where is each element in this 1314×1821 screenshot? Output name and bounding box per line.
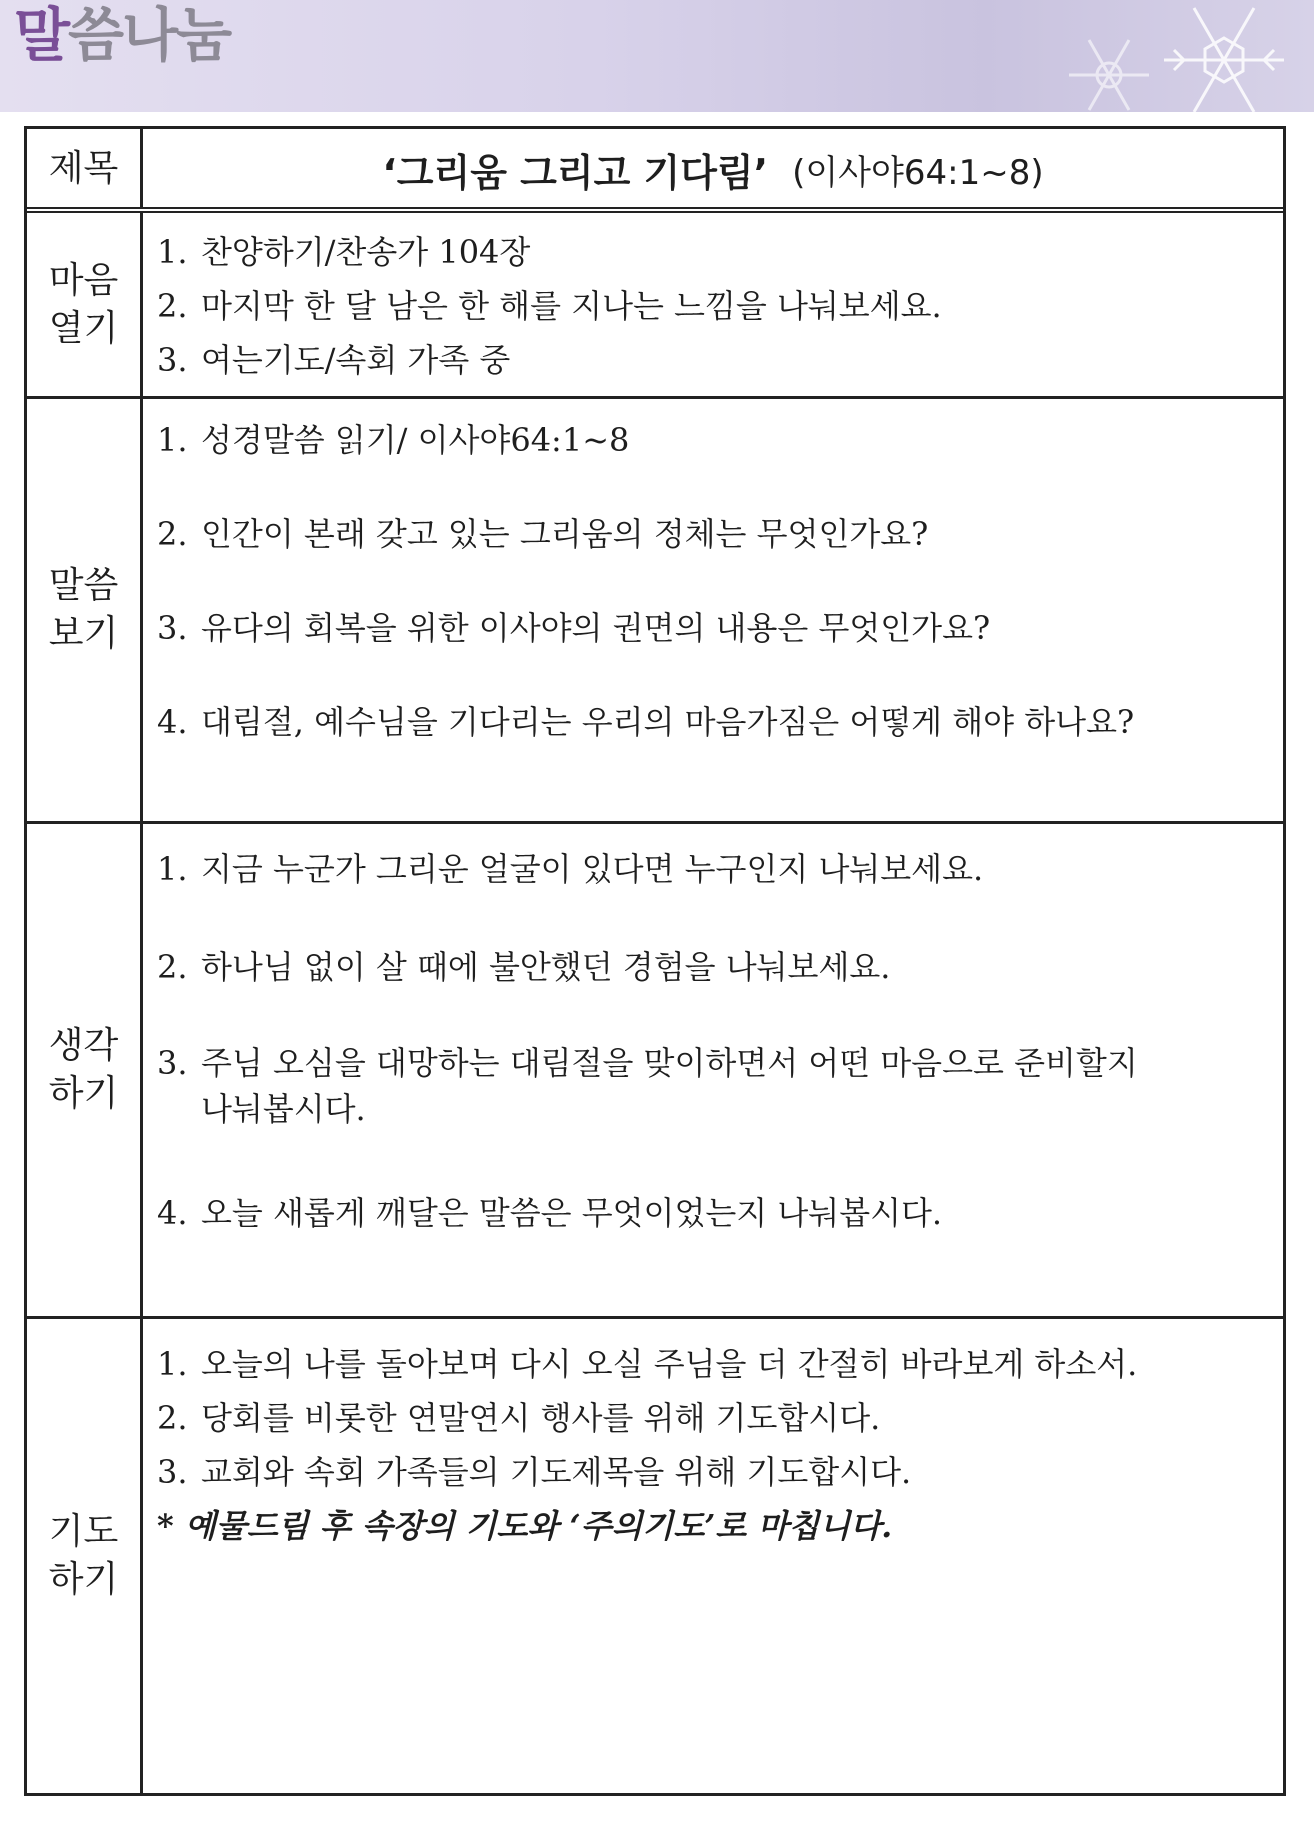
banner-title-rest: 씀나눔 bbox=[68, 1, 231, 69]
banner-title-first-char: 말 bbox=[14, 1, 69, 69]
section-prayer bbox=[27, 1319, 1283, 1793]
sharing-table bbox=[24, 126, 1286, 1796]
list-item: 2. 마지막 한 달 남은 한 해를 지나는 느낌을 나눠보세요. bbox=[157, 287, 942, 325]
lesson-title: ‘그리움 그리고 기다림’ bbox=[382, 150, 769, 195]
list-item: 2. 당회를 비롯한 연말연시 행사를 위해 기도합시다. bbox=[157, 1399, 881, 1437]
list-item: 1. 지금 누군가 그리운 얼굴이 있다면 누구인지 나눠보세요. bbox=[157, 850, 984, 888]
list-item: 2. 인간이 본래 갖고 있는 그리움의 정체는 무엇인가요? bbox=[157, 515, 929, 553]
list-item: 3. 여는기도/속회 가족 중 bbox=[157, 341, 511, 379]
section-label: 마음 열기 bbox=[27, 213, 143, 396]
section-label: 말씀 보기 bbox=[27, 399, 143, 821]
closing-note: * 예물드림 후 속장의 기도와 ‘주의기도’로 마칩니다. bbox=[157, 1507, 893, 1545]
section-reflect bbox=[27, 824, 1283, 1316]
list-item: 1. 오늘의 나를 돌아보며 다시 오실 주님을 더 간절히 바라보게 하소서. bbox=[157, 1345, 1138, 1383]
section-open-heart bbox=[27, 213, 1283, 396]
section-read-word bbox=[27, 399, 1283, 821]
list-item: 1. 성경말씀 읽기/ 이사야64:1~8 bbox=[157, 421, 630, 459]
title-row-label: 제목 bbox=[27, 129, 143, 209]
section-label: 기도 하기 bbox=[27, 1319, 143, 1793]
list-item: 3. 교회와 속회 가족들의 기도제목을 위해 기도합시다. bbox=[157, 1453, 912, 1491]
banner-title bbox=[14, 1, 231, 69]
list-item: 3. 유다의 회복을 위한 이사야의 권면의 내용은 무엇인가요? bbox=[157, 609, 991, 647]
title-row-content bbox=[143, 129, 1283, 209]
title-row bbox=[27, 129, 1283, 209]
list-item: 4. 오늘 새롭게 깨달은 말씀은 무엇이었는지 나눠봅시다. bbox=[157, 1194, 943, 1232]
list-item: 2. 하나님 없이 살 때에 불안했던 경험을 나눠보세요. bbox=[157, 948, 891, 986]
list-item: 3. 주님 오심을 대망하는 대림절을 맞이하면서 어떤 마음으로 준비할지 나눠봅시다. bbox=[157, 1044, 1138, 1128]
header-banner bbox=[0, 0, 1314, 112]
scripture-reference: (이사야64:1~8) bbox=[792, 152, 1044, 193]
list-item: 4. 대림절, 예수님을 기다리는 우리의 마음가짐은 어떻게 해야 하나요? bbox=[157, 703, 1135, 741]
list-item: 1. 찬양하기/찬송가 104장 bbox=[157, 233, 531, 271]
section-label: 생각 하기 bbox=[27, 824, 143, 1316]
